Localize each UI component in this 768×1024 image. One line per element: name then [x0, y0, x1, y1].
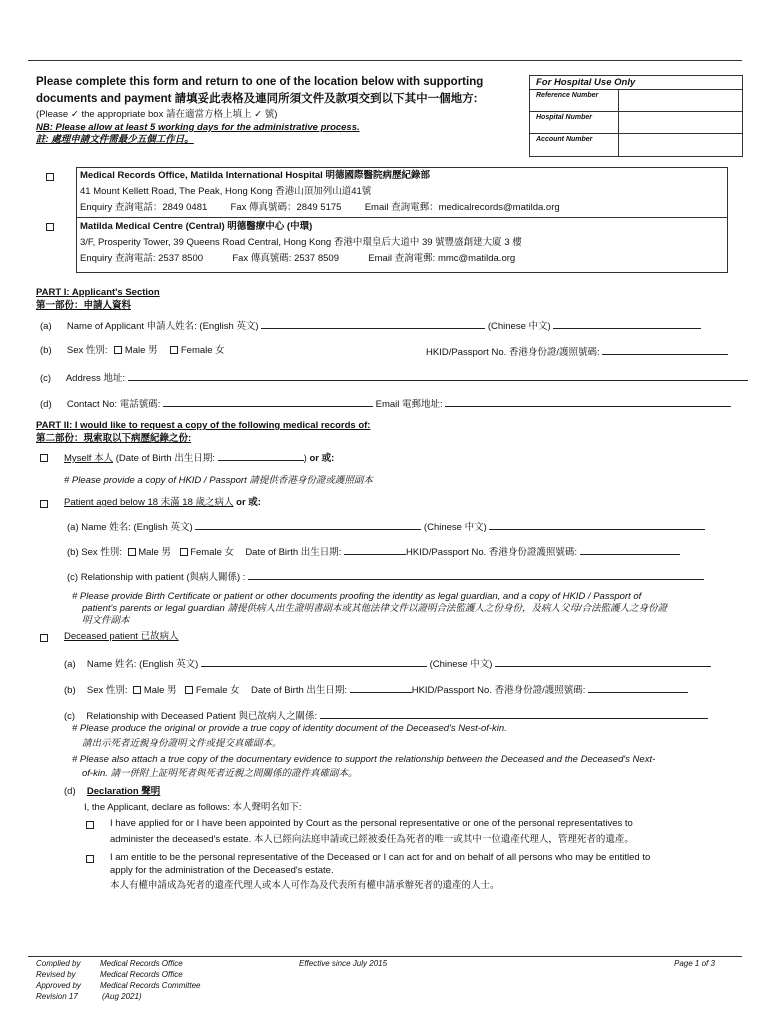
declaration-intro: I, the Applicant, declare as follows: 本人聲明名如下:: [84, 802, 302, 813]
intro-note-zh: 註: 處理申請文件需最少五個工作日。: [36, 134, 194, 145]
applicant-address-row: [40, 371, 748, 385]
location-1-name: Medical Records Office, Matilda International Hospital 明德國際醫院病歷紀錄部: [80, 170, 430, 181]
applicant-female-label: Female 女: [180, 345, 225, 356]
location-1-address: 41 Mount Kellett Road, The Peak, Hong Kong 香港山頂加列山道41號: [80, 186, 372, 197]
patient-sex-row: [67, 545, 680, 559]
deceased-name-row: [64, 657, 711, 671]
applicant-contact-label: Contact No: 電話號碼:: [66, 399, 161, 410]
location-2-enquiry: Enquiry 查詢電話: 2537 8500: [80, 253, 204, 264]
patient-below-18-row: [64, 497, 261, 509]
deceased-patient-label: Deceased patient 已故病人: [64, 631, 179, 642]
deceased-note-1: # Please produce the original or provide a true copy of identity document of the Deceased's Nest-of-kin.: [72, 723, 507, 734]
applicant-contact-index: (d): [40, 399, 52, 410]
deceased-sex-row: [64, 683, 688, 697]
patient-below-18-checkbox[interactable]: [40, 500, 48, 508]
applicant-name-chinese-label: (Chinese 中文): [487, 321, 551, 332]
footer-approved-label: Approved by: [36, 981, 81, 990]
myself-checkbox[interactable]: [40, 454, 48, 462]
patient-relationship-field[interactable]: [248, 570, 704, 580]
location-2-checkbox[interactable]: [46, 223, 54, 231]
deceased-hkid-field[interactable]: [588, 683, 688, 693]
declaration-1-checkbox[interactable]: [86, 821, 94, 829]
applicant-female-checkbox[interactable]: [170, 346, 178, 354]
location-2-address: 3/F, Prosperity Tower, 39 Queens Road Central, Hong Kong 香港中環皇后大道中 39 號豐盛創建大廈 3 樓: [80, 237, 522, 248]
patient-name-row: [67, 520, 705, 534]
reference-number-label: Reference Number: [530, 90, 619, 111]
patient-dob-field[interactable]: [344, 545, 406, 555]
account-number-row: [530, 134, 742, 156]
applicant-contact-row: [40, 397, 731, 411]
part2-title: [36, 419, 370, 445]
account-number-label: Account Number: [530, 134, 619, 156]
top-rule: [28, 60, 742, 61]
deceased-female-checkbox[interactable]: [185, 686, 193, 694]
footer-revised-value: Medical Records Office: [100, 970, 183, 979]
myself-dob-label: (Date of Birth 出生日期:: [113, 453, 215, 464]
footer-compiled-label: Complied by: [36, 959, 81, 968]
declaration-2-checkbox[interactable]: [86, 855, 94, 863]
hospital-use-header: For Hospital Use Only: [530, 76, 742, 90]
applicant-name-index: (a): [40, 321, 52, 332]
patient-female-label: Female 女: [190, 547, 235, 558]
patient-relationship-label: (c) Relationship with patient (與病人關係) :: [67, 572, 246, 583]
deceased-hkid-label: HKID/Passport No. 香港身份證/護照號碼:: [411, 685, 586, 696]
applicant-contact-field[interactable]: [163, 397, 373, 407]
declaration-1-line-2: administer the deceased's estate. 本人已經向法庭申請或已經被委任為死者的唯一或其中一位遺產代理人，管理死者的遺產。: [110, 834, 634, 845]
deceased-note-2: 請出示死者近親身份證明文件或提交真確副本。: [82, 738, 282, 749]
bottom-rule: [28, 956, 742, 957]
location-2-email: Email 查詢電郵: mmc@matilda.org: [368, 253, 516, 264]
myself-or-text: or 或:: [309, 453, 335, 464]
deceased-sex-index: (b): [64, 685, 76, 696]
deceased-name-english-field[interactable]: [201, 657, 427, 667]
location-1-enquiry: Enquiry 查詢電話：2849 0481: [80, 202, 208, 213]
deceased-name-index: (a): [64, 659, 76, 670]
applicant-sex-row: [40, 345, 730, 357]
intro-line-1: Please complete this form and return to one of the location below with supporting: [36, 76, 484, 88]
part2-title-zh: 第二部份：現索取以下病歷紀錄之份:: [36, 433, 192, 444]
applicant-male-label: Male 男: [124, 345, 158, 356]
footer-revision-label: Revision 17: [36, 992, 78, 1001]
deceased-relationship-index: (c): [64, 711, 76, 722]
patient-name-chinese-label: (Chinese 中文): [423, 522, 487, 533]
footer-revision-value: (Aug 2021): [102, 992, 142, 1001]
part1-title-zh: 第一部份：申請人資料: [36, 300, 132, 311]
footer-compiled-value: Medical Records Office: [100, 959, 183, 968]
patient-female-checkbox[interactable]: [180, 548, 188, 556]
patient-dob-label: Date of Birth 出生日期:: [245, 547, 342, 558]
patient-below-18-or-text: or 或:: [236, 497, 261, 508]
deceased-relationship-row: [64, 709, 708, 723]
patient-relationship-row: [67, 570, 704, 584]
patient-note-2: patient's parents or legal guardian 請提供病人出生證明書副本或其他法律文件以證明合法監護人之份身份，及病人父母/合法監護人之身份證: [82, 603, 668, 614]
deceased-note-4: of-kin. 請一併附上証明死者與死者近親之間關係的證件真確副本。: [82, 768, 358, 779]
applicant-address-field[interactable]: [128, 371, 748, 381]
patient-sex-label: (b) Sex 性別:: [67, 547, 122, 558]
applicant-hkid-label: HKID/Passport No. 香港身份證/護照號碼:: [426, 347, 600, 358]
reference-number-field[interactable]: [619, 90, 742, 111]
locations-divider: [77, 217, 727, 218]
intro-line-3: (Please ✓ the appropriate box 請在適當方格上填上 ✓ 號): [36, 109, 278, 120]
deceased-sex-label: Sex 性別:: [86, 685, 128, 696]
applicant-name-row: [40, 319, 701, 333]
declaration-2-line-3: 本人有權申請成為死者的遺產代理人或本人可作為及代表所有權申請承辦死者的遺產的人士。: [110, 880, 500, 891]
account-number-field[interactable]: [619, 134, 742, 156]
applicant-hkid-field[interactable]: [602, 345, 728, 355]
deceased-note-3: # Please also attach a true copy of the documentary evidence to support the relationship between the Deceased and the Deceased's Next-: [72, 754, 656, 765]
location-1-fax: Fax 傳真號碼：2849 5175: [230, 202, 342, 213]
declaration-2-line-2: apply for the administration of the Deceased's estate.: [110, 865, 334, 876]
applicant-email-label: Email 電郵地址:: [375, 399, 443, 410]
location-2-fax: Fax 傳真號碼: 2537 8509: [232, 253, 339, 264]
applicant-email-field[interactable]: [445, 397, 731, 407]
applicant-sex-index: (b): [40, 345, 52, 356]
deceased-relationship-label: Relationship with Deceased Patient 與已故病人之關係:: [86, 711, 318, 722]
declaration-heading: [64, 786, 160, 798]
part1-title: [36, 286, 160, 312]
reference-number-row: [530, 90, 742, 112]
patient-name-chinese-field[interactable]: [489, 520, 705, 530]
applicant-name-label: Name of Applicant 申請人姓名: (English 英文): [66, 321, 259, 332]
patient-name-label: (a) Name 姓名: (English 英文): [67, 522, 193, 533]
hospital-number-field[interactable]: [619, 112, 742, 133]
footer-effective: Effective since July 2015: [299, 959, 388, 968]
hospital-use-box: [529, 75, 743, 157]
applicant-sex-label: Sex 性別:: [66, 345, 108, 356]
applicant-address-index: (c): [40, 373, 52, 384]
deceased-female-label: Female 女: [195, 685, 240, 696]
deceased-name-label: Name 姓名: (English 英文): [86, 659, 199, 670]
patient-male-checkbox[interactable]: [128, 548, 136, 556]
intro-note-en: NB: Please allow at least 5 working days for the administrative process.: [36, 122, 360, 133]
location-2-name: Matilda Medical Centre (Central) 明德醫療中心 (中環): [80, 221, 313, 232]
deceased-dob-label: Date of Birth 出生日期:: [250, 685, 348, 696]
applicant-name-english-field[interactable]: [261, 319, 485, 329]
locations-box: [76, 167, 728, 273]
applicant-name-chinese-field[interactable]: [553, 319, 701, 329]
intro-instructions: [36, 74, 526, 146]
location-2: [80, 219, 522, 267]
myself-row: Myself 本人 (Date of Birth 出生日期: ) or 或:: [64, 453, 335, 464]
myself-note: # Please provide a copy of HKID / Passport 請提供香港身份證或護照副本: [64, 475, 373, 486]
myself-label: Myself 本人: [64, 453, 114, 464]
applicant-address-label: Address 地址:: [65, 373, 125, 384]
declaration-index: (d): [64, 786, 76, 797]
deceased-patient-checkbox[interactable]: [40, 634, 48, 642]
hospital-number-label: Hospital Number: [530, 112, 619, 133]
part2-title-en: PART II: I would like to request a copy of the following medical records of:: [36, 420, 371, 431]
hospital-number-row: [530, 112, 742, 134]
location-1: [80, 168, 560, 216]
deceased-name-chinese-field[interactable]: [495, 657, 711, 667]
location-1-checkbox[interactable]: [46, 173, 54, 181]
deceased-male-checkbox[interactable]: [133, 686, 141, 694]
deceased-patient-row: [64, 631, 179, 643]
patient-hkid-field[interactable]: [580, 545, 680, 555]
declaration-2-line-1: I am entitle to be the personal representative of the Deceased or I can act for and on behalf of all persons who may be entitled to: [110, 852, 651, 863]
footer-page-number: Page 1 of 3: [674, 959, 715, 968]
patient-below-18-label: Patient aged below 18 未滿 18 歲之病人: [64, 497, 234, 508]
deceased-relationship-field[interactable]: [320, 709, 708, 719]
declaration-title: Declaration 聲明: [86, 786, 161, 797]
footer-values: [100, 958, 200, 1002]
myself-dob-field[interactable]: [218, 451, 304, 461]
intro-line-2: documents and payment 請填妥此表格及連同所須文件及款項交到以下其中一個地方:: [36, 93, 478, 105]
deceased-name-chinese-label: (Chinese 中文): [429, 659, 493, 670]
patient-male-label: Male 男: [138, 547, 171, 558]
patient-hkid-label: HKID/Passport No. 香港身份證護照號碼:: [406, 547, 578, 558]
footer-revised-label: Revised by: [36, 970, 76, 979]
location-1-email: Email 查詢電郵：medicalrecords@matilda.org: [364, 202, 560, 213]
footer-labels: [36, 958, 81, 1002]
footer-approved-value: Medical Records Committee: [100, 981, 201, 990]
patient-name-english-field[interactable]: [195, 520, 421, 530]
part1-title-en: PART I: Applicant's Section: [36, 287, 160, 298]
patient-note-3: 明文件副本: [82, 615, 130, 626]
applicant-male-checkbox[interactable]: [114, 346, 122, 354]
patient-note-1: # Please provide Birth Certificate or patient or other documents proofing the identity as legal guardian, and a copy of HKID / Passport of: [72, 591, 642, 602]
declaration-1-line-1: I have applied for or I have been appointed by Court as the personal representative or one of the personal representatives to: [110, 818, 633, 829]
deceased-dob-field[interactable]: [350, 683, 412, 693]
deceased-male-label: Male 男: [143, 685, 177, 696]
